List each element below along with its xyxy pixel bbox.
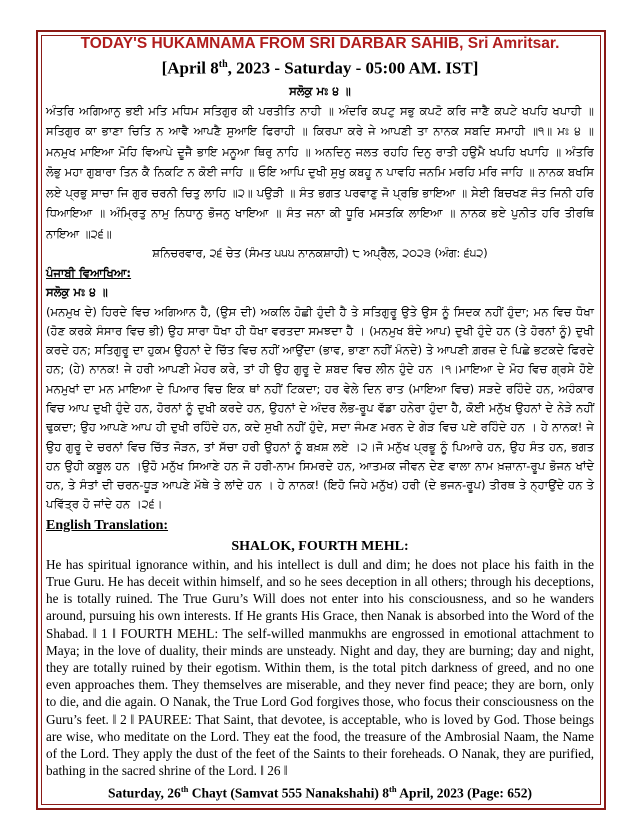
- footer-date-line: [46, 780, 594, 803]
- gurbani-text: ਅੰਤਰਿ ਅਗਿਆਨੁ ਭਈ ਮਤਿ ਮਧਿਮ ਸਤਿਗੁਰ ਕੀ ਪਰਤੀਤਿ ਨਾਹੀ ॥ ਅੰਦਰਿ ਕਪਟੁ ਸਭੁ ਕਪਟੋ ਕਰਿ ਜਾਣੈ ਕਪਟੇ ਖਪਹਿ ਖਪਾਹੀ ॥ ਸਤਿਗੁਰ ਕਾ ਭਾਣਾ ਚਿਤਿ ਨ ਆਵੈ ਆਪਣੈ ਸੁਆਇ ਫਿਰਾਹੀ ॥ ਕਿਰਪਾ ਕਰੇ ਜੇ ਆਪਣੀ ਤਾ ਨਾਨਕ ਸਬਦਿ ਸਮਾਹੀ ॥੧॥ ਮਃ ੪ ॥ ਮਨਮੁਖ ਮਾਇਆ ਮੋਹਿ ਵਿਆਪੇ ਦੂਜੈ ਭਾਇ ਮਨੂਆ ਥਿਰੁ ਨਾਹਿ ॥ ਅਨਦਿਨੁ ਜਲਤ ਰਹਹਿ ਦਿਨੁ ਰਾਤੀ ਹਉਮੈ ਖਪਹਿ ਖਪਾਹਿ ॥ ਅੰਤਰਿ ਲੋਭੁ ਮਹਾ ਗੁਬਾਰਾ ਤਿਨ ਕੈ ਨਿਕਟਿ ਨ ਕੋਈ ਜਾਹਿ ॥ ਓਇ ਆਪਿ ਦੁਖੀ ਸੁਖੁ ਕਬਹੂ ਨ ਪਾਵਹਿ ਜਨਮਿ ਮਰਹਿ ਮਰਿ ਜਾਹਿ ॥ ਨਾਨਕ ਬਖਸਿ ਲਏ ਪ੍ਰਭੁ ਸਾਚਾ ਜਿ ਗੁਰ ਚਰਨੀ ਚਿਤੁ ਲਾਹਿ ॥੨॥ ਪਉੜੀ ॥ ਸੰਤ ਭਗਤ ਪਰਵਾਣੁ ਜੋ ਪ੍ਰਭਿ ਭਾਇਆ ॥ ਸੇਈ ਬਿਚਖਣ ਜੰਤ ਜਿਨੀ ਹਰਿ ਧਿਆਇਆ ॥ ਅੰਮ੍ਰਿਤੁ ਨਾਮੁ ਨਿਧਾਨੁ ਭੋਜਨੁ ਖਾਇਆ ॥ ਸੰਤ ਜਨਾ ਕੀ ਧੂਰਿ ਮਸਤਕਿ ਲਾਇਆ ॥ ਨਾਨਕ ਭਏ ਪੁਨੀਤ ਹਰਿ ਤੀਰਥਿ ਨਾਇਆ ॥੨੬॥: [46, 104, 595, 241]
- gurbani-heading: ਸਲੋਕੁ ਮਃ ੪ ॥: [289, 83, 351, 98]
- footer-sup-2: th: [389, 784, 397, 795]
- punjabi-text: (ਮਨਮੁਖ ਦੇ) ਹਿਰਦੇ ਵਿਚ ਅਗਿਆਨ ਹੈ, (ਉਸ ਦੀ) ਅਕਲਿ ਹੋਛੀ ਹੁੰਦੀ ਹੈ ਤੇ ਸਤਿਗੁਰੂ ਉਤੇ ਉਸ ਨੂੰ ਸਿਦਕ ਨਹੀਂ ਹੁੰਦਾ; ਮਨ ਵਿਚ ਧੋਖਾ (ਹੋਣ ਕਰਕੇ ਸੰਸਾਰ ਵਿਚ ਭੀ) ਉਹ ਸਾਰਾ ਧੋਖਾ ਹੀ ਧੋਖਾ ਵਰਤਦਾ ਸਮਝਦਾ ਹੈ । (ਮਨਮੁਖ ਬੰਦੇ ਆਪ) ਦੁਖੀ ਹੁੰਦੇ ਹਨ (ਤੇ ਹੋਰਨਾਂ ਨੂੰ) ਦੁਖੀ ਕਰਦੇ ਹਨ; ਸਤਿਗੁਰੂ ਦਾ ਹੁਕਮ ਉਹਨਾਂ ਦੇ ਚਿੱਤ ਵਿਚ ਨਹੀਂ ਆਉਂਦਾ (ਭਾਵ, ਭਾਣਾ ਨਹੀਂ ਮੰਨਦੇ) ਤੇ ਆਪਣੀ ਗ਼ਰਜ਼ ਦੇ ਪਿਛੇ ਭਟਕਦੇ ਫਿਰਦੇ ਹਨ; (ਹੇ) ਨਾਨਕ! ਜੇ ਹਰੀ ਆਪਣੀ ਮੇਹਰ ਕਰੇ, ਤਾਂ ਹੀ ਉਹ ਗੁਰੂ ਦੇ ਸ਼ਬਦ ਵਿਚ ਲੀਨ ਹੁੰਦੇ ਹਨ ।੧।ਮਾਇਆ ਦੇ ਮੋਹ ਵਿਚ ਗ੍ਰਸੇ ਹੋਏ ਮਨਮੁਖਾਂ ਦਾ ਮਨ ਮਾਇਆ ਦੇ ਪਿਆਰ ਵਿਚ ਇਕ ਥਾਂ ਨਹੀਂ ਟਿਕਦਾ; ਹਰ ਵੇਲੇ ਦਿਨ ਰਾਤ (ਮਾਇਆ ਵਿਚ) ਸੜਦੇ ਰਹਿੰਦੇ ਹਨ, ਅਹੰਕਾਰ ਵਿਚ ਆਪ ਦੁਖੀ ਹੁੰਦੇ ਹਨ, ਹੋਰਨਾਂ ਨੂੰ ਦੁਖੀ ਕਰਦੇ ਹਨ, ਉਹਨਾਂ ਦੇ ਅੰਦਰ ਲੋਭ-ਰੂਪ ਵੱਡਾ ਹਨੇਰਾ ਹੁੰਦਾ ਹੈ, ਕੋਈ ਮਨੁੱਖ ਉਹਨਾਂ ਦੇ ਨੇੜੇ ਨਹੀਂ ਢੁਕਦਾ; ਉਹ ਆਪਣੇ ਆਪ ਹੀ ਦੁਖੀ ਰਹਿੰਦੇ ਹਨ, ਕਦੇ ਸੁਖੀ ਨਹੀਂ ਹੁੰਦੇ, ਸਦਾ ਜੰਮਣ ਮਰਨ ਦੇ ਗੇੜ ਵਿਚ ਪਏ ਰਹਿੰਦੇ ਹਨ । ਹੇ ਨਾਨਕ! ਜੇ ਉਹ ਗੁਰੂ ਦੇ ਚਰਨਾਂ ਵਿਚ ਚਿੱਤ ਜੋੜਨ, ਤਾਂ ਸੱਚਾ ਹਰੀ ਉਹਨਾਂ ਨੂੰ ਬਖ਼ਸ਼ ਲਏ ।੨।ਜੋ ਮਨੁੱਖ ਪ੍ਰਭੂ ਨੂੰ ਪਿਆਰੇ ਹਨ, ਉਹ ਸੰਤ ਹਨ, ਭਗਤ ਹਨ ਉਹੀ ਕਬੂਲ ਹਨ ।ਉਹੋ ਮਨੁੱਖ ਸਿਆਣੇ ਹਨ ਜੋ ਹਰੀ-ਨਾਮ ਸਿਮਰਦੇ ਹਨ, ਆਤਮਕ ਜੀਵਨ ਦੇਣ ਵਾਲਾ ਨਾਮ ਖ਼ਜ਼ਾਨਾ-ਰੂਪ ਭੋਜਨ ਖਾਂਦੇ ਹਨ, ਤੇ ਸੰਤਾਂ ਦੀ ਚਰਨ-ਧੂੜ ਆਪਣੇ ਮੱਥੇ ਤੇ ਲਾਂਦੇ ਹਨ । ਹੇ ਨਾਨਕ! (ਇਹੋ ਜਿਹੇ ਮਨੁੱਖ) ਹਰੀ (ਦੇ ਭਜਨ-ਰੂਪ) ਤੀਰਥ ਤੇ ਨ੍ਹਾਉਂਦੇ ਹਨ ਤੇ ਪਵਿੱਤ੍ਰ ਹੋ ਜਾਂਦੇ ਹਨ ।੨੬।: [46, 304, 594, 512]
- gurbani-meta: ਸ਼ਨਿਚਰਵਾਰ, ੨੬ ਚੇਤ (ਸੰਮਤ ੫੫੫ ਨਾਨਕਸ਼ਾਹੀ) ੮ ਅਪ੍ਰੈਲ, ੨੦੨੩ (ਅੰਗ: ੬੫੨): [152, 246, 488, 260]
- hukamnama-document: [46, 34, 594, 803]
- english-label: English Translation:: [46, 517, 169, 533]
- english-text: He has spiritual ignorance within, and his intellect is dull and dim; he does not place his faith in the True Guru. He has deceit within himself, and so he sees deception in all others; through his deceptions, he is totally ruined. The True Guru’s Will does not enter into his consciousness, and so he wanders around, pursuing his own interests. If He grants His Grace, then Nanak is absorbed into the Word of the Shabad. ‖ 1 ‖ FOURTH MEHL: The self-willed manmukhs are engrossed in emotional attachment to Maya; in the love of duality, their minds are unsteady. Night and day, they are burning; day and night, they are totally ruined by their egotism. Within them, is the total pitch darkness of greed, and no one even approaches them. They themselves are miserable, and they never find peace; they are born, only to die, and die again. O Nanak, the True Lord God forgives those, who focus their consciousness on the Guru’s feet. ‖ 2 ‖ PAUREE: That Saint, that devotee, is acceptable, who is loved by God. Those beings are wise, who meditate on the Lord. They eat the food, the treasure of the Ambrosial Naam, the Name of the Lord. They apply the dust of the feet of the Saints to their foreheads. O Nanak, they are purified, bathing in the sacred shrine of the Lord. ‖ 26 ‖: [46, 556, 594, 779]
- footer-suffix: April, 2023 (Page: 652): [396, 785, 532, 801]
- english-heading: SHALOK, FOURTH MEHL:: [231, 538, 409, 554]
- date-suffix: , 2023 - Saturday - 05:00 AM. IST]: [227, 58, 479, 78]
- date-line: [46, 55, 594, 79]
- punjabi-label: ਪੰਜਾਬੀ ਵਿਆਖਿਆ:: [46, 265, 132, 280]
- page-title: TODAY'S HUKAMNAMA FROM SRI DARBAR SAHIB, Sri Amritsar.: [80, 35, 560, 52]
- date-sup: th: [218, 59, 228, 70]
- date-prefix: [April 8: [161, 58, 219, 78]
- footer-prefix: Saturday, 26: [108, 785, 181, 801]
- footer-sup-1: th: [180, 784, 189, 795]
- footer-middle: Chayt (Samvat 555 Nanakshahi) 8: [188, 785, 390, 801]
- punjabi-heading: ਸਲੋਕੁ ਮਃ ੪ ॥: [46, 285, 108, 300]
